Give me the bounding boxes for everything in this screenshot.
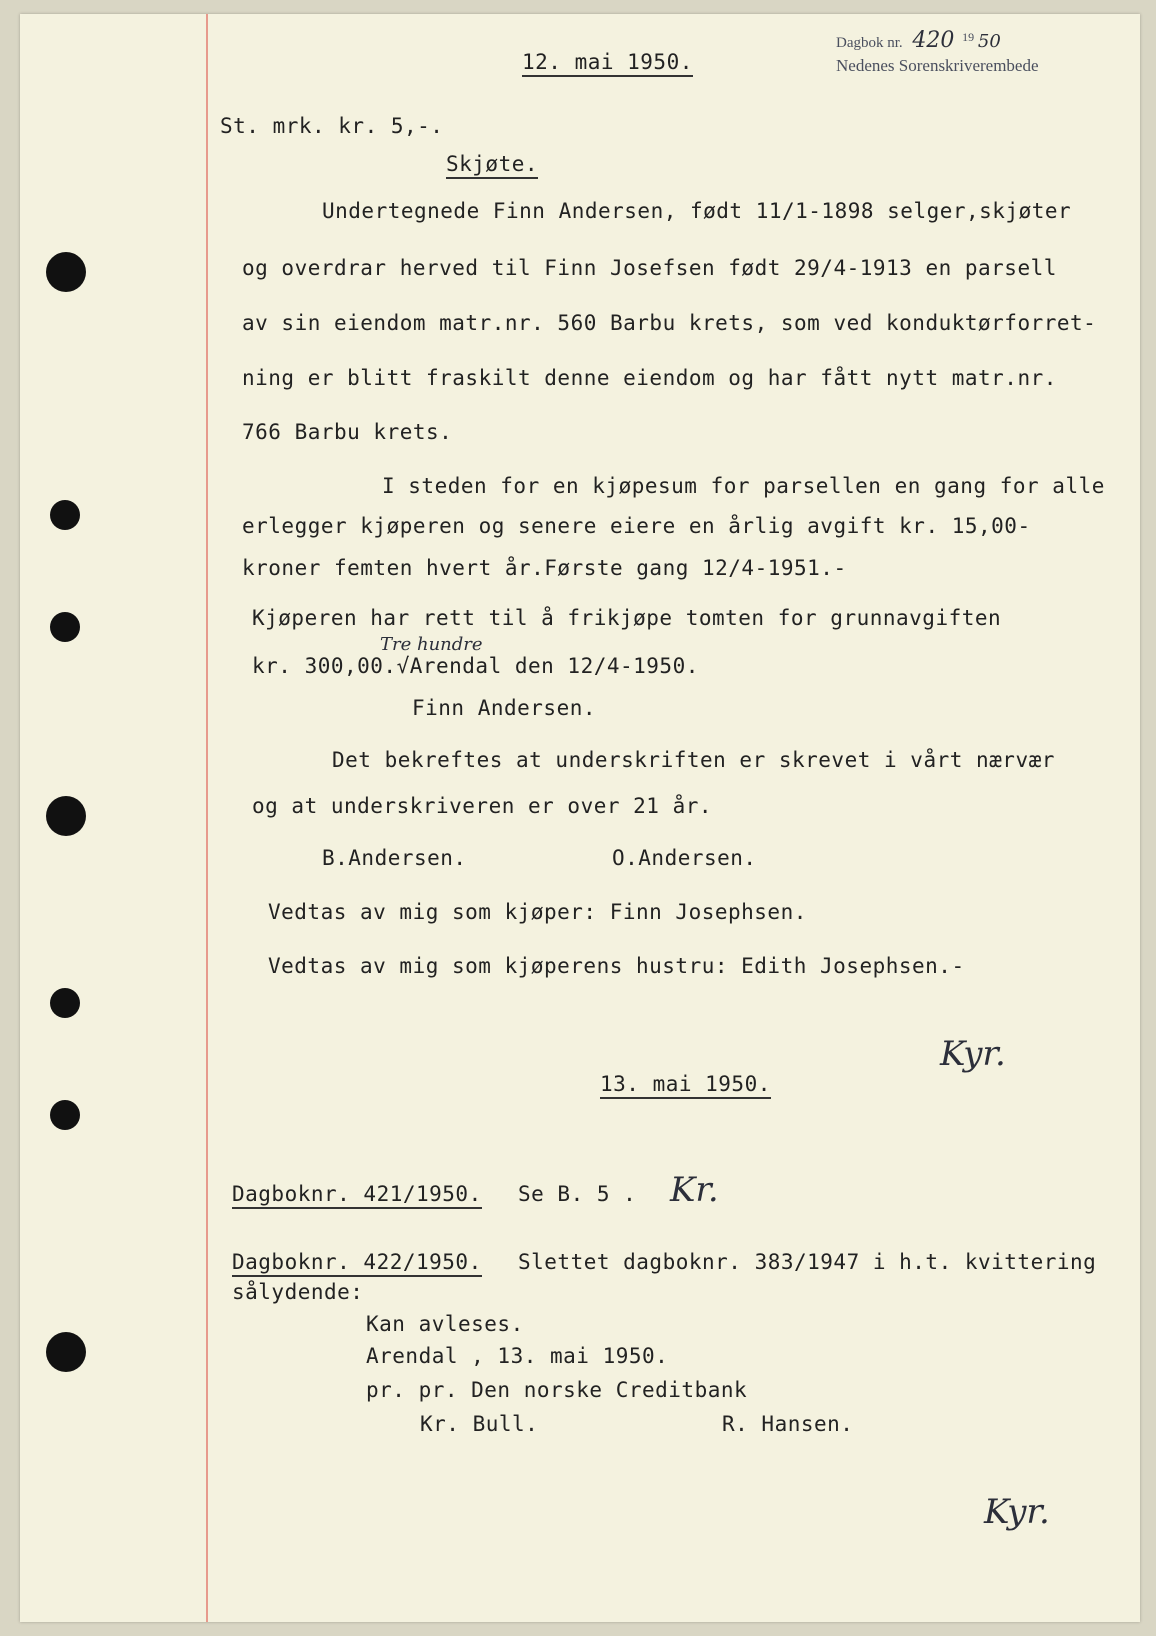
stamp-prefix: Dagbok nr.	[836, 35, 903, 51]
stamp-fee: St. mrk. kr. 5,-.	[220, 114, 444, 138]
receipt-line: Arendal , 13. mai 1950.	[366, 1344, 669, 1368]
body-line: Kjøperen har rett til å frikjøpe tomten for grunnavgiften	[252, 606, 1002, 630]
body-line: 766 Barbu krets.	[242, 420, 453, 444]
punch-hole	[50, 612, 80, 642]
entry-date: 12. mai 1950.	[522, 50, 693, 77]
body-line: I steden for en kjøpesum for parsellen en gang for alle	[382, 474, 1105, 498]
punch-hole	[46, 796, 86, 836]
handwritten-insert: Tre hundre	[380, 634, 483, 655]
receipt-line: Kan avleses.	[366, 1312, 524, 1336]
body-line: ning er blitt fraskilt denne eiendom og har fått nytt matr.nr.	[242, 366, 1057, 390]
stamp-year: 50	[977, 31, 1001, 52]
journal-number: Dagboknr. 422/1950.	[232, 1250, 482, 1277]
witness-line: Det bekreftes at underskriften er skrevet i vårt nærvær	[332, 748, 1055, 772]
punch-hole	[46, 1332, 86, 1372]
entry-date: 13. mai 1950.	[600, 1072, 771, 1099]
body-line: og overdrar herved til Finn Josefsen født 29/4-1913 en parsell	[242, 256, 1057, 280]
punch-hole	[50, 1100, 80, 1130]
handwritten-initials: Kyr.	[984, 1492, 1050, 1532]
witness-signature: B.Andersen.	[322, 846, 467, 870]
stamp-year-prefix: 19	[962, 30, 975, 44]
stamp-number: 420	[912, 28, 955, 53]
journal-text: Slettet dagboknr. 383/1947 i h.t. kvittering	[518, 1250, 1097, 1274]
journal-text: sålydende:	[232, 1280, 364, 1304]
journal-text: Se B. 5 .	[518, 1182, 637, 1206]
receipt-signature: R. Hansen.	[722, 1412, 854, 1436]
acceptance-line: Vedtas av mig som kjøper: Finn Josephsen.	[268, 900, 807, 924]
acceptance-line: Vedtas av mig som kjøperens hustru: Edith Josephsen.-	[268, 954, 965, 978]
body-line: av sin eiendom matr.nr. 560 Barbu krets, som ved konduktørforret-	[242, 311, 1097, 335]
journal-number: Dagboknr. 421/1950.	[232, 1182, 482, 1209]
stamp-office: Nedenes Sorenskriverembede	[836, 56, 1039, 75]
witness-signature: O.Andersen.	[612, 846, 757, 870]
punch-hole	[46, 252, 86, 292]
receipt-signature: Kr. Bull.	[420, 1412, 539, 1436]
punch-hole	[50, 988, 80, 1018]
receipt-line: pr. pr. Den norske Creditbank	[366, 1378, 748, 1402]
handwritten-initials: Kr.	[670, 1170, 719, 1210]
registry-stamp	[836, 28, 1001, 53]
seller-signature: Finn Andersen.	[412, 696, 597, 720]
body-line: Undertegnede Finn Andersen, født 11/1-1898 selger,skjøter	[322, 199, 1072, 223]
punch-hole	[50, 500, 80, 530]
witness-line: og at underskriveren er over 21 år.	[252, 794, 713, 818]
body-line: kroner femten hvert år.Første gang 12/4-1951.-	[242, 556, 847, 580]
document-page	[20, 14, 1140, 1622]
handwritten-initials: Kyr.	[940, 1034, 1006, 1074]
body-line: erlegger kjøperen og senere eiere en årlig avgift kr. 15,00-	[242, 514, 1031, 538]
margin-line	[206, 14, 208, 1622]
body-line: kr. 300,00.√Arendal den 12/4-1950.	[252, 654, 699, 678]
document-title: Skjøte.	[446, 152, 538, 179]
